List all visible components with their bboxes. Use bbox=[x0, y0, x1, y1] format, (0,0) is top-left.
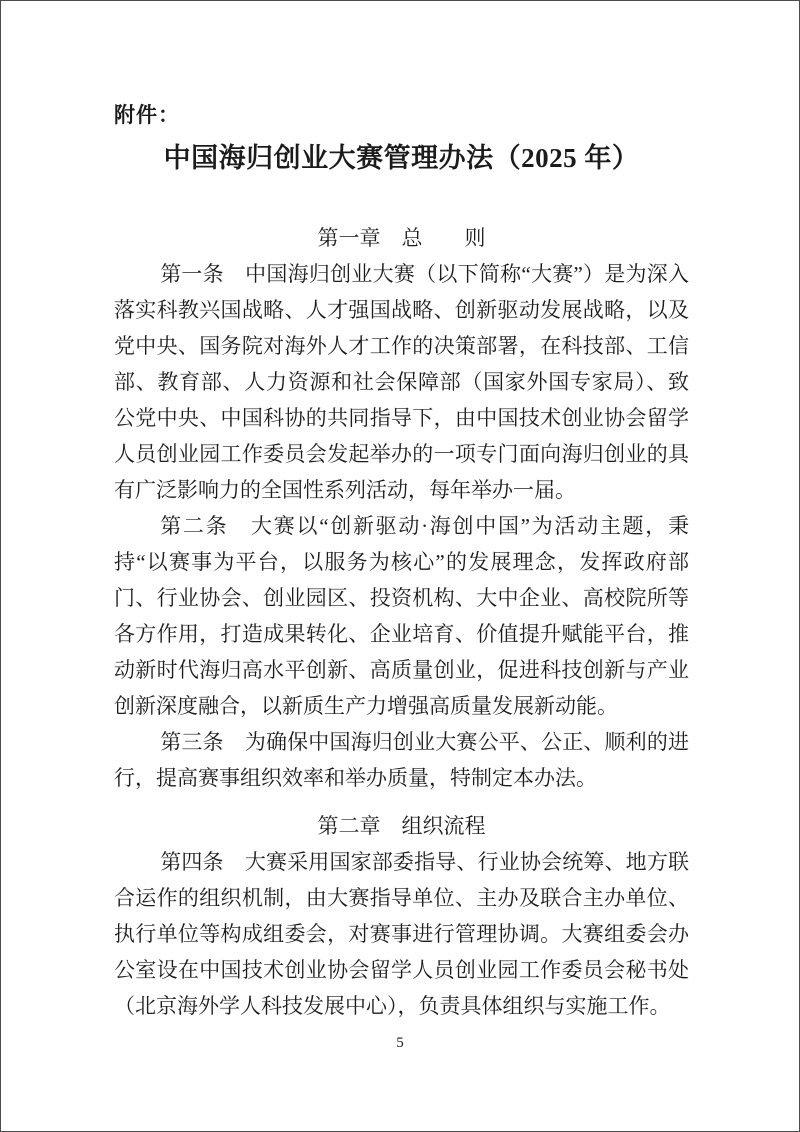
attachment-label: 附件： bbox=[114, 104, 180, 127]
chapter-2-heading: 第二章 组织流程 bbox=[317, 814, 486, 838]
paragraph-article-3: 第三条 为确保中国海归创业大赛公平、公正、顺利的进行，提高赛事组织效率和举办质量，特制定本办法。 bbox=[114, 730, 689, 790]
chapter-2 bbox=[114, 808, 689, 1024]
page-number: 5 bbox=[396, 1035, 404, 1051]
document-title: 中国海归创业大赛管理办法（2025 年） bbox=[163, 143, 640, 173]
paragraph-article-2: 第二条 大赛以“创新驱动·海创中国”为活动主题，秉持“以赛事为平台，以服务为核心”的发展理念，发挥政府部门、行业协会、创业园区、投资机构、大中企业、高校院所等各方作用，打造成果转化、企业培育、价值提升赋能平台，推动新时代海归高水平创新、高质量创业，促进科技创新与产业创新深度融合，以新质生产力增强高质量发展新动能。 bbox=[114, 514, 689, 718]
chapter-1 bbox=[114, 220, 689, 796]
document-content bbox=[114, 103, 689, 1024]
paragraph-article-4: 第四条 大赛采用国家部委指导、行业协会统筹、地方联合运作的组织机制，由大赛指导单位、主办及联合主办单位、执行单位等构成组委会，对赛事进行管理协调。大赛组委会办公室设在中国技术创业协会留学人员创业园工作委员会秘书处（北京海外学人科技发展中心），负责具体组织与实施工作。 bbox=[114, 850, 689, 1018]
chapter-1-heading: 第一章 总 则 bbox=[317, 226, 486, 250]
paragraph-article-1: 第一条 中国海归创业大赛（以下简称“大赛”）是为深入落实科教兴国战略、人才强国战略、创新驱动发展战略，以及党中央、国务院对海外人才工作的决策部署，在科技部、工信部、教育部、人力资源和社会保障部（国家外国专家局）、致公党中央、中国科协的共同指导下，由中国技术创业协会留学人员创业园工作委员会发起举办的一项专门面向海归创业的具有广泛影响力的全国性系列活动，每年举办一届。 bbox=[114, 262, 689, 502]
